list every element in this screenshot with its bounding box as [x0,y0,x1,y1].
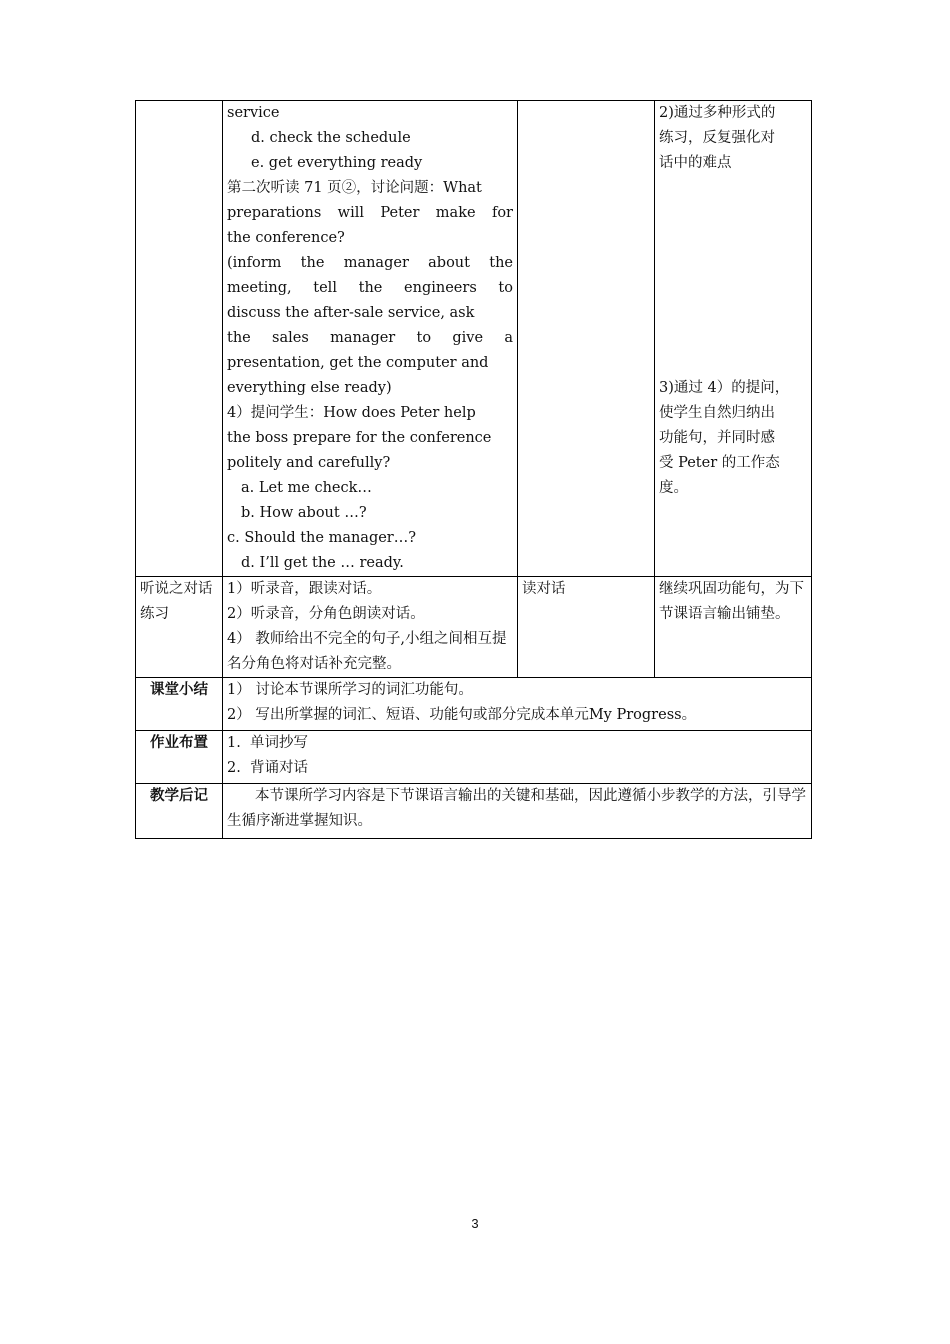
homework-row [136,731,812,784]
intent-line: 功能句，并同时感 [659,430,775,446]
step-line: b. How about …? [241,505,367,521]
step-line: the boss prepare for the conference [227,430,492,446]
summary-label: 课堂小结 [136,678,223,731]
activity-steps-cell [223,101,518,577]
stage-cell-empty [136,101,223,577]
step-line: d. check the schedule [251,130,411,146]
intent-line: 使学生自然归纳出 [659,405,775,421]
homework-content-cell [223,731,812,784]
step-line: (inform the manager about the [227,255,513,271]
practice-item: 1）听录音，跟读对话。 [227,581,382,597]
step-line: d. I’ll get the … ready. [241,555,404,571]
practice-item: 4） 教师给出不完全的句子,小组之间相互提名分角色将对话补充完整。 [227,631,507,672]
student-activity-cell-empty [518,101,655,577]
step-line: discuss the after-sale service, ask [227,305,475,321]
step-line: meeting, tell the engineers to [227,280,513,296]
intent-line: 度。 [659,480,688,496]
reflection-text: 本节课所学习内容是下节课语言输出的关键和基础，因此遵循小步教学的方法，引导学生循序渐进掌握知识。 [223,784,812,839]
intent-line: 3)通过 4）的提问， [659,380,790,396]
step-line: politely and carefully? [227,455,391,471]
design-intent-cell [655,101,812,577]
step-line: e. get everything ready [251,155,423,171]
step-line: 4）提问学生：How does Peter help [227,405,476,421]
page-number: 3 [471,1216,479,1231]
main-activity-row [136,101,812,577]
intent-line: 受 Peter 的工作态 [659,455,780,471]
step-line: the sales manager to give a [227,330,513,346]
step-line: presentation, get the computer and [227,355,489,371]
intent-line: 2)通过多种形式的 [659,105,776,121]
class-summary-row [136,678,812,731]
spacer [659,176,807,376]
step-line: the conference? [227,230,345,246]
dialogue-practice-row [136,577,812,678]
step-line: everything else ready) [227,380,392,396]
practice-item: 2）听录音，分角色朗读对话。 [227,606,425,622]
homework-item: 1. 单词抄写 [227,735,309,751]
homework-label: 作业布置 [136,731,223,784]
intent-line: 练习，反复强化对 [659,130,775,146]
practice-label: 听说之对话练习 [136,577,223,678]
lesson-plan-table [135,100,812,839]
homework-item: 2. 背诵对话 [227,760,309,776]
summary-item: 2） 写出所掌握的词汇、短语、功能句或部分完成本单元My Progress。 [227,707,697,723]
intent-line: 话中的难点 [659,155,732,171]
teaching-reflection-row [136,784,812,839]
step-line: c. Should the manager…? [227,530,417,546]
practice-purpose: 继续巩固功能句，为下节课语言输出铺垫。 [655,577,812,678]
step-line: preparations will Peter make for [227,205,513,221]
reflection-label: 教学后记 [136,784,223,839]
practice-steps-cell [223,577,518,678]
step-line: service [227,105,280,121]
practice-activity: 读对话 [518,577,655,678]
step-line: a. Let me check… [241,480,372,496]
summary-item: 1） 讨论本节课所学习的词汇功能句。 [227,682,473,698]
step-line: 第二次听读 71 页②，讨论问题：What [227,180,482,196]
summary-content-cell [223,678,812,731]
